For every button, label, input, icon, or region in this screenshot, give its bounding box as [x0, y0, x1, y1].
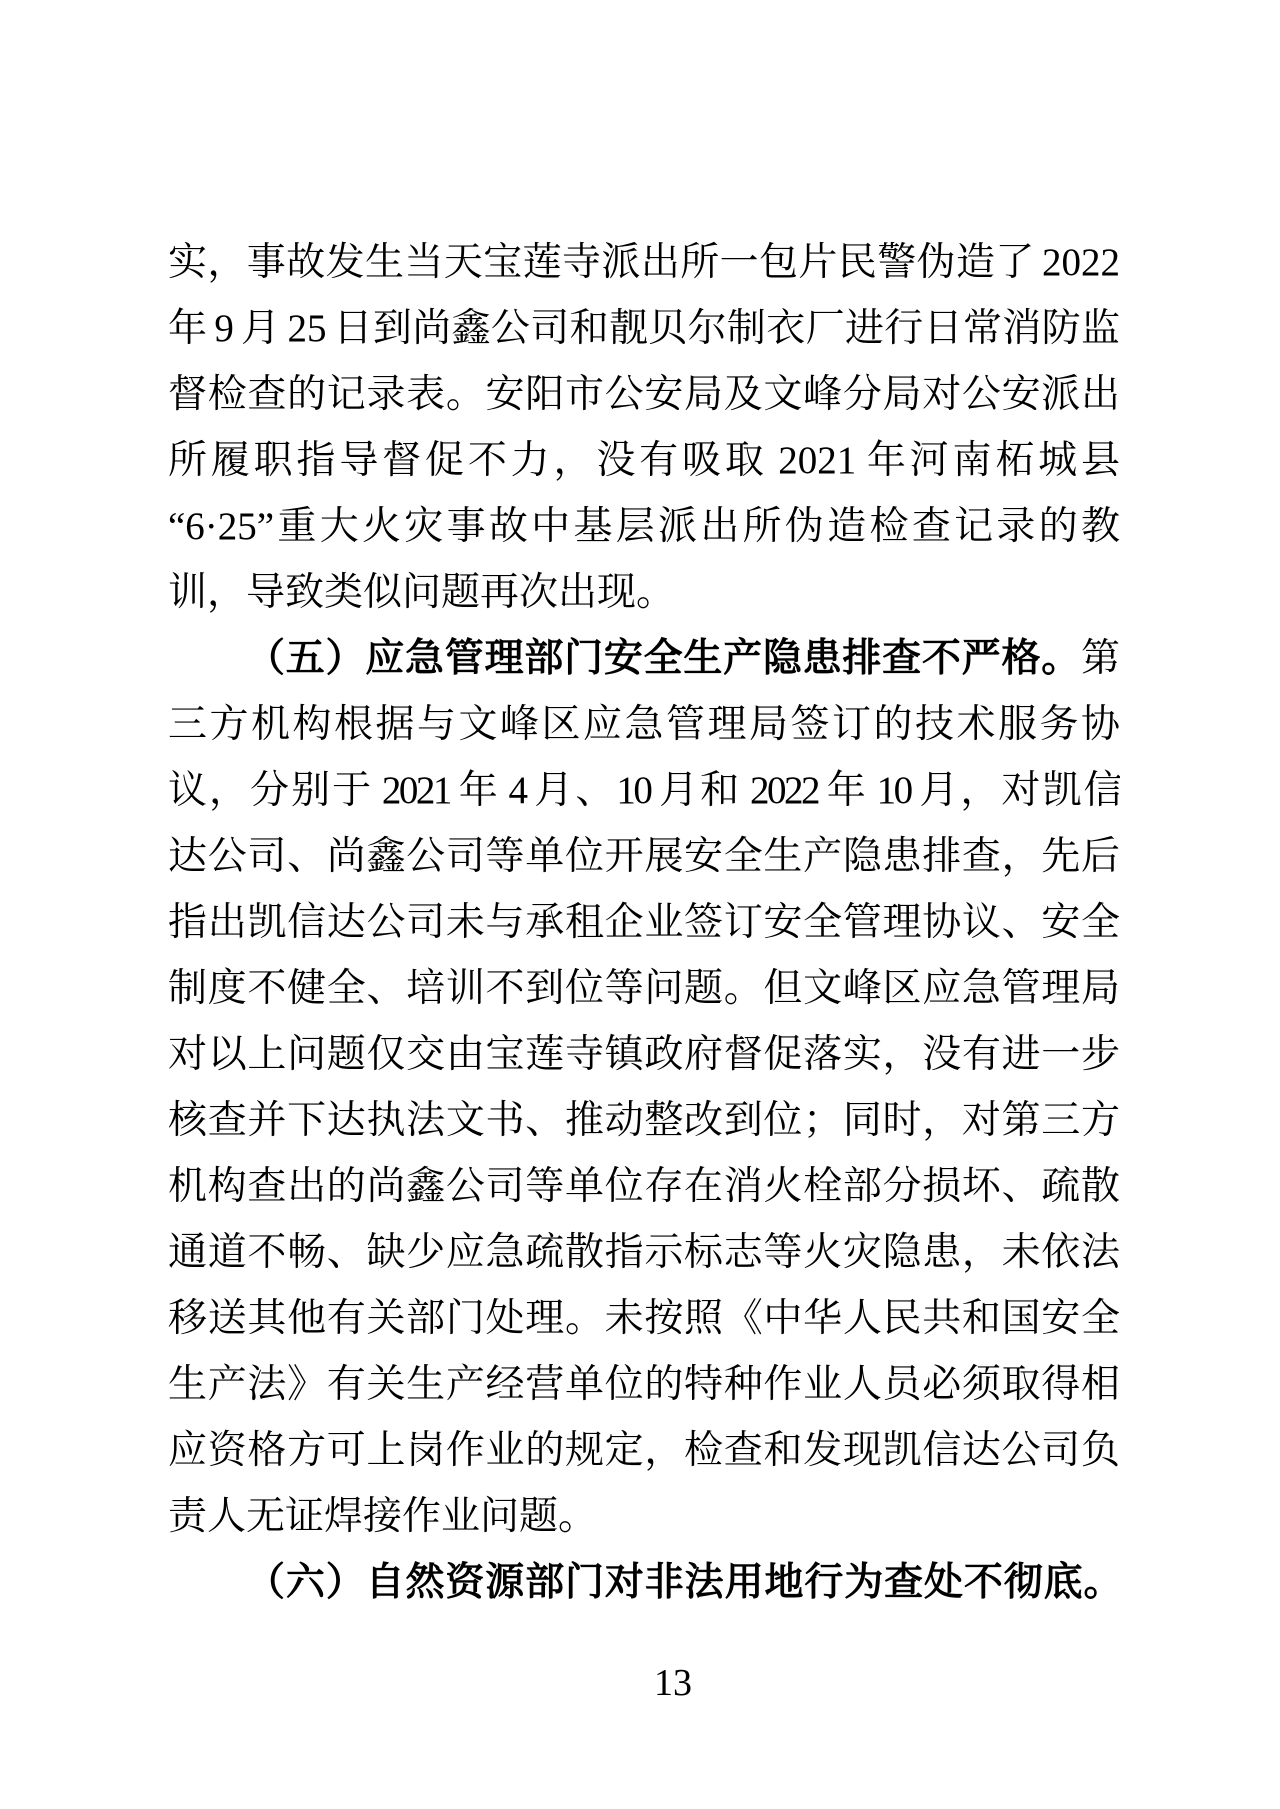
- body-text: 实，事故发生当天宝莲寺派出所一包片民警伪造了 2022: [168, 241, 1120, 284]
- body-text: 训，导致类似问题再次出现。: [168, 571, 676, 614]
- text-line: [168, 362, 1120, 428]
- text-line: [168, 1418, 1120, 1484]
- body-text: 通道不畅、缺少应急疏散指示标志等火灾隐患，未依法: [168, 1231, 1120, 1274]
- text-line: [168, 296, 1120, 362]
- text-line: [168, 560, 1120, 626]
- body-text: 达公司、尚鑫公司等单位开展安全生产隐患排查，先后: [168, 835, 1120, 878]
- body-text: 指出凯信达公司未与承租企业签订安全管理协议、安全: [168, 901, 1120, 944]
- body-text: 年 9 月 25 日到尚鑫公司和靓贝尔制衣厂进行日常消防监: [168, 307, 1120, 350]
- body-text: 督检查的记录表。安阳市公安局及文峰分局对公安派出: [168, 373, 1120, 416]
- body-text: 机构查出的尚鑫公司等单位存在消火栓部分损坏、疏散: [168, 1165, 1120, 1208]
- text-line: [168, 494, 1120, 560]
- body-text: 移送其他有关部门处理。未按照《中华人民共和国安全: [168, 1297, 1120, 1340]
- section-heading-text: （六）自然资源部门对非法用地行为查处不彻底。: [246, 1561, 1120, 1604]
- body-text: 议，分别于 2021 年 4 月、10 月和 2022 年 10 月，对凯信: [168, 769, 1120, 812]
- page-number: 13: [654, 1662, 692, 1704]
- section-heading-text: （五）应急管理部门安全生产隐患排查不严格。: [246, 637, 1081, 680]
- text-line: [168, 1088, 1120, 1154]
- text-line: [168, 1484, 1120, 1550]
- body-text: 所履职指导督促不力，没有吸取 2021 年河南柘城县: [168, 439, 1120, 482]
- text-line: [168, 230, 1120, 296]
- text-line: [168, 758, 1120, 824]
- text-line: [168, 692, 1120, 758]
- text-line: [168, 890, 1120, 956]
- text-line: [168, 1352, 1120, 1418]
- document-body: [168, 230, 1120, 1616]
- text-line: [168, 1220, 1120, 1286]
- text-line: [168, 1022, 1120, 1088]
- text-line: [168, 428, 1120, 494]
- body-text: 对以上问题仅交由宝莲寺镇政府督促落实，没有进一步: [168, 1033, 1120, 1076]
- body-text: “6·25”重大火灾事故中基层派出所伪造检查记录的教: [168, 505, 1120, 548]
- body-text: 应资格方可上岗作业的规定，检查和发现凯信达公司负: [168, 1429, 1120, 1472]
- body-text: 第: [1080, 637, 1120, 680]
- body-text: 责人无证焊接作业问题。: [168, 1495, 598, 1538]
- text-line: [168, 626, 1120, 692]
- text-line: [168, 824, 1120, 890]
- text-line: [168, 1550, 1120, 1616]
- body-text: 生产法》有关生产经营单位的特种作业人员必须取得相: [168, 1363, 1120, 1406]
- body-text: 三方机构根据与文峰区应急管理局签订的技术服务协: [168, 703, 1120, 746]
- text-line: [168, 956, 1120, 1022]
- text-line: [168, 1286, 1120, 1352]
- body-text: 制度不健全、培训不到位等问题。但文峰区应急管理局: [168, 967, 1120, 1010]
- text-line: [168, 1154, 1120, 1220]
- body-text: 核查并下达执法文书、推动整改到位；同时，对第三方: [168, 1099, 1120, 1142]
